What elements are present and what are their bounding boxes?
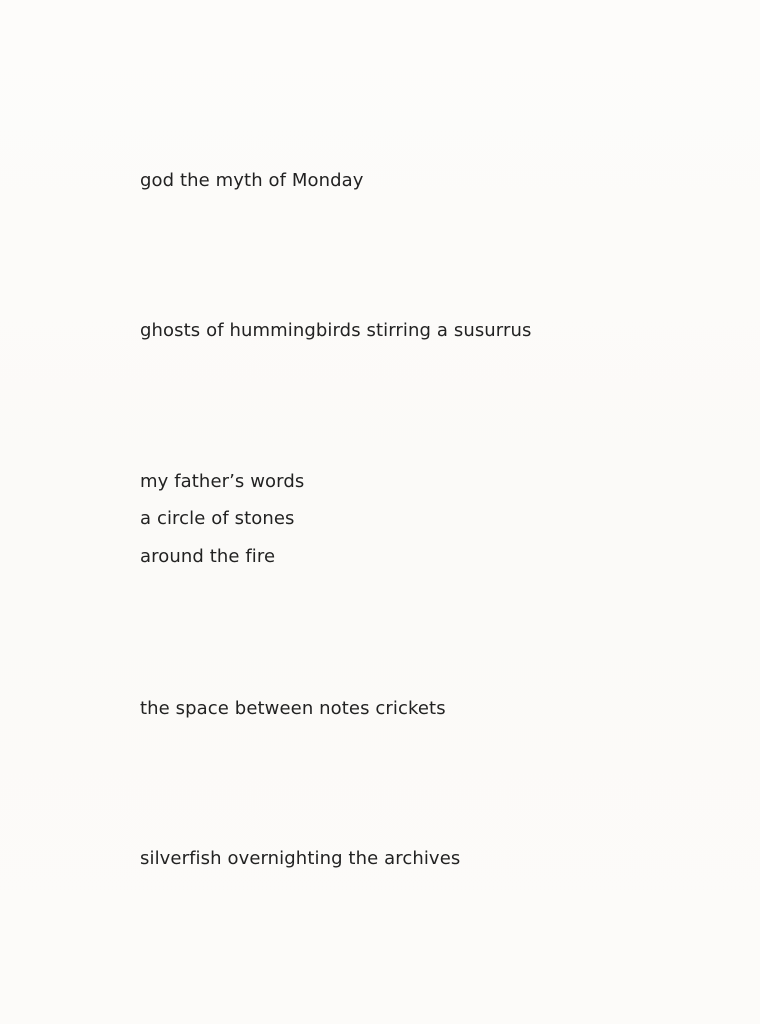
poem-line: silverfish overnighting the archives — [140, 848, 461, 869]
poem-line: a circle of stones — [140, 508, 295, 529]
poem-line: ghosts of hummingbirds stirring a susurrus — [140, 320, 532, 341]
poem-line: around the fire — [140, 546, 276, 567]
poem-line: god the myth of Monday — [140, 170, 364, 191]
poem-line: the space between notes crickets — [140, 698, 446, 719]
poem-line: my father’s words — [140, 471, 305, 492]
